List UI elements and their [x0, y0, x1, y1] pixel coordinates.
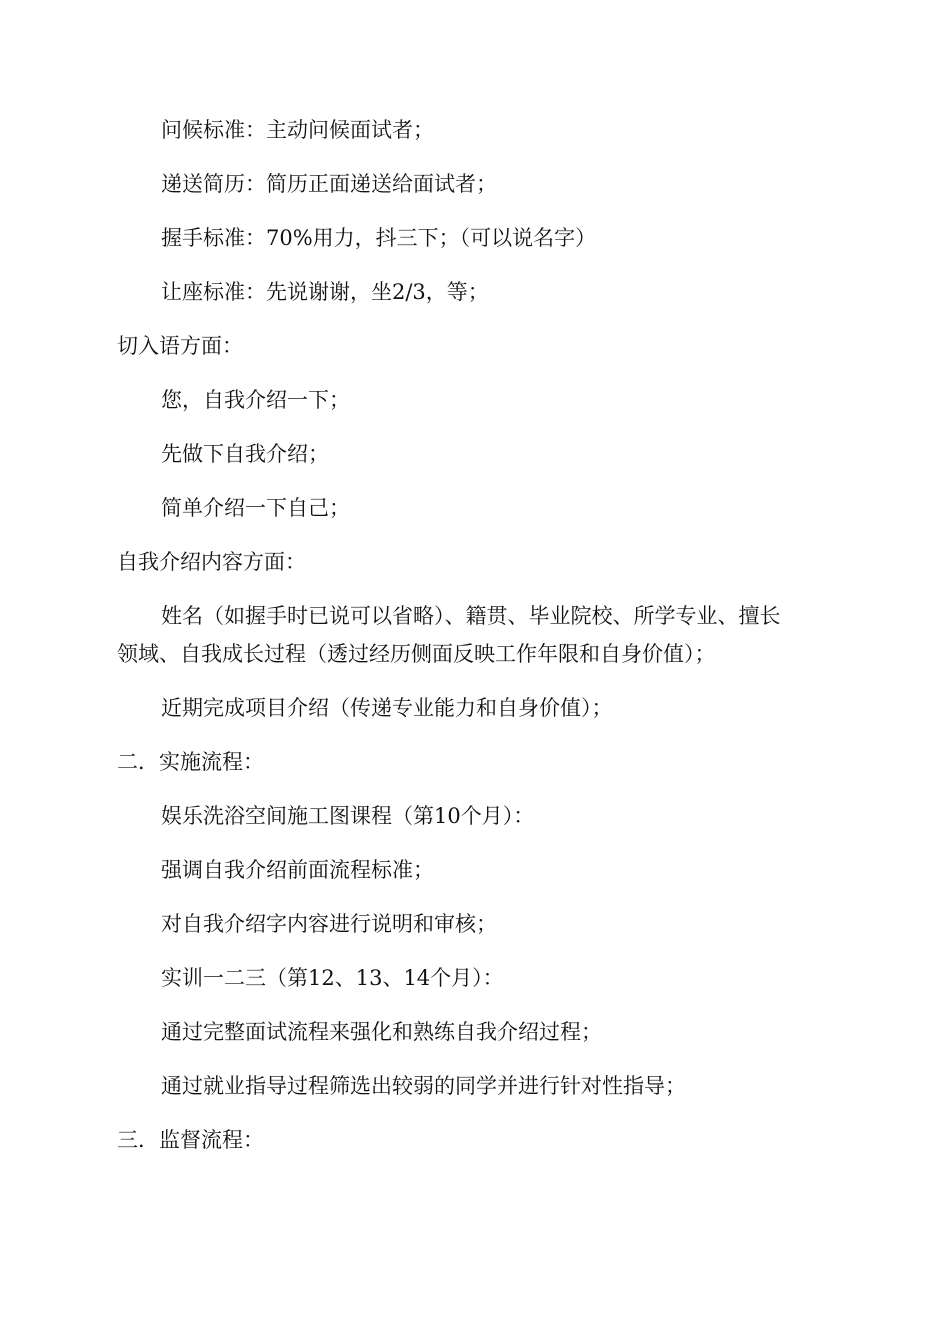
- text-line-seating-standard: 让座标准：先说谢谢，坐2/3，等；: [161, 280, 489, 304]
- text-line-recent-projects: 近期完成项目介绍（传递专业能力和自身价值）；: [161, 696, 613, 720]
- text-line-practical-training: 实训一二三（第12、13、14个月）：: [161, 966, 504, 990]
- text-line-review-content: 对自我介绍字内容进行说明和审核；: [161, 912, 497, 936]
- section-heading-supervision: 三．监督流程：: [117, 1128, 264, 1152]
- text-line-full-interview-process: 通过完整面试流程来强化和熟练自我介绍过程；: [161, 1020, 602, 1044]
- section-heading-self-intro-content: 自我介绍内容方面：: [117, 550, 306, 574]
- text-line-course-month-10: 娱乐洗浴空间施工图课程（第10个月）：: [161, 804, 535, 828]
- section-heading-opening-phrases: 切入语方面：: [117, 334, 243, 358]
- section-heading-implementation: 二．实施流程：: [117, 750, 264, 774]
- text-line-opening-phrase-2: 先做下自我介绍；: [161, 442, 329, 466]
- text-line-resume-delivery: 递送简历：简历正面递送给面试者；: [161, 172, 497, 196]
- text-line-targeted-guidance: 通过就业指导过程筛选出较弱的同学并进行针对性指导；: [161, 1074, 686, 1098]
- text-line-self-intro-details-cont: 领域、自我成长过程（透过经历侧面反映工作年限和自身价值）；: [117, 642, 716, 666]
- text-line-greeting-standard: 问候标准：主动问候面试者；: [161, 118, 434, 142]
- text-line-opening-phrase-3: 简单介绍一下自己；: [161, 496, 350, 520]
- text-line-opening-phrase-1: 您，自我介绍一下；: [161, 388, 350, 412]
- text-line-emphasize-standards: 强调自我介绍前面流程标准；: [161, 858, 434, 882]
- text-line-handshake-standard: 握手标准：70%用力，抖三下；（可以说名字）: [161, 226, 597, 250]
- text-line-self-intro-details: 姓名（如握手时已说可以省略）、籍贯、毕业院校、所学专业、擅长: [161, 604, 781, 628]
